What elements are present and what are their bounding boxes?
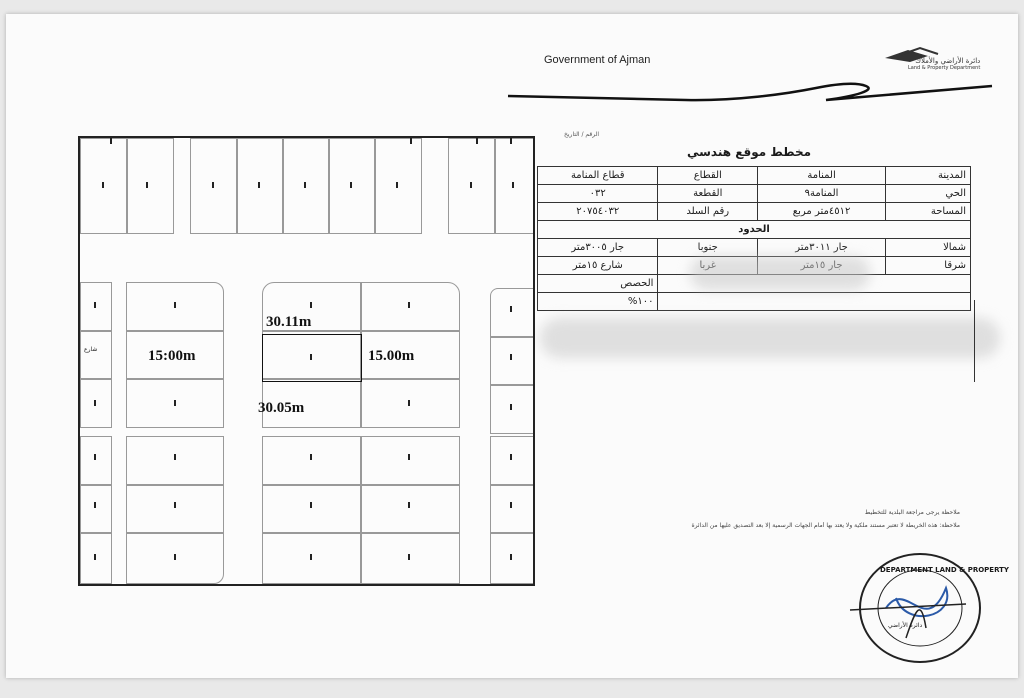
map-plot <box>126 484 224 534</box>
plot-marker <box>174 554 176 560</box>
plot-marker <box>102 182 104 188</box>
plot-marker <box>510 138 512 144</box>
left-dimension: 15:00m <box>148 348 196 364</box>
plot-marker <box>174 302 176 308</box>
map-plot <box>360 282 460 332</box>
plot-marker <box>512 182 514 188</box>
map-plot <box>80 378 112 428</box>
north-label: شمالا <box>886 239 971 257</box>
table-row <box>538 239 971 257</box>
map-plot <box>126 138 174 234</box>
map-plot <box>374 138 422 234</box>
plot-marker <box>510 306 512 312</box>
map-plot <box>490 532 535 584</box>
stamp-inner-text: دائرة الأراضي <box>888 622 923 629</box>
north-value: جار ٣٠١١متر <box>758 239 886 257</box>
map-plot <box>360 484 460 534</box>
department-name <box>908 57 980 71</box>
east-label: شرقا <box>886 257 971 275</box>
street-label: شارع <box>84 346 98 353</box>
plot-marker <box>94 502 96 508</box>
plot-marker <box>310 554 312 560</box>
south-label: جنوبا <box>658 239 758 257</box>
plot-marker <box>408 454 410 460</box>
map-plot <box>282 138 330 234</box>
redaction-blur <box>540 318 1000 358</box>
plot-marker <box>310 454 312 460</box>
plot-marker <box>94 554 96 560</box>
map-plot <box>448 138 496 234</box>
plot-marker <box>408 302 410 308</box>
map-plot <box>236 138 284 234</box>
table-row <box>538 203 971 221</box>
map-plot <box>490 384 535 434</box>
plot-marker <box>510 454 512 460</box>
plot-marker <box>258 182 260 188</box>
plot-marker <box>174 400 176 406</box>
map-plot <box>80 484 112 534</box>
plot-marker <box>510 554 512 560</box>
map-plot <box>262 436 362 486</box>
subject-plot <box>262 334 362 382</box>
area-sector-header: قطاع المنامة <box>538 167 658 185</box>
plot-marker <box>310 502 312 508</box>
map-plot <box>490 484 535 534</box>
serial-value: ٢٠٧٥٤٠٣٢ <box>538 203 658 221</box>
plot-marker <box>510 502 512 508</box>
map-plot <box>80 330 112 380</box>
plot-marker <box>110 138 112 144</box>
redaction-blur <box>690 256 870 290</box>
city-label: المدينة <box>886 167 971 185</box>
plot-marker <box>408 400 410 406</box>
plot-marker <box>408 554 410 560</box>
map-plot <box>494 138 535 234</box>
page-title: مخطط موقع هندسي <box>686 145 812 159</box>
boundaries-label: الحدود <box>538 221 971 239</box>
stamp-ring-text: DEPARTMENT LAND & PROPERTY <box>880 566 1009 574</box>
map-plot <box>262 532 362 584</box>
shares-label: الحصص <box>538 275 658 293</box>
plot-marker <box>350 182 352 188</box>
department-name-en: Land & Property Department <box>908 65 981 71</box>
plot-marker <box>310 302 312 308</box>
map-plot <box>80 282 112 332</box>
map-plot <box>80 436 112 486</box>
map-plot <box>490 436 535 486</box>
table-row <box>538 221 971 239</box>
district-value: المنامة٩ <box>758 185 886 203</box>
west-value: شارع ١٥متر <box>538 257 658 275</box>
bottom-dimension: 30.05m <box>258 400 305 416</box>
plot-marker <box>212 182 214 188</box>
table-row <box>538 293 971 311</box>
map-plot <box>190 138 238 234</box>
footnote-1: ملاحظة يرجى مراجعة البلدية للتخطيط <box>864 509 960 516</box>
plot-marker <box>510 354 512 360</box>
area-name-header: المنامة <box>758 167 886 185</box>
plot-marker <box>408 502 410 508</box>
plot-marker <box>174 502 176 508</box>
map-plot <box>328 138 376 234</box>
header-swoosh <box>506 74 996 114</box>
map-plot <box>80 532 112 584</box>
plot-marker <box>470 182 472 188</box>
plot-marker <box>94 400 96 406</box>
map-plot <box>360 378 460 428</box>
plot-marker <box>174 454 176 460</box>
map-plot <box>490 336 535 386</box>
right-dimension: 15.00m <box>368 348 415 364</box>
plot-marker <box>510 404 512 410</box>
table-row <box>538 167 971 185</box>
area-label: المساحة <box>886 203 971 221</box>
footnote-2: ملاحظة: هذه الخريطة لا تعتبر مستند ملكية ولا يعتد بها أمام الجهات الرسمية إلا بعد التصديق عليها من الدائرة <box>691 522 960 529</box>
table-edge-line <box>974 300 975 382</box>
plot-marker <box>94 302 96 308</box>
plot-marker <box>304 182 306 188</box>
government-name: Government of Ajman <box>544 54 651 66</box>
plot-value: ٠٣٢ <box>538 185 658 203</box>
plot-marker <box>146 182 148 188</box>
district-label: الحي <box>886 185 971 203</box>
plot-marker <box>94 454 96 460</box>
site-map <box>78 136 535 586</box>
map-plot <box>490 288 535 338</box>
map-plot <box>360 532 460 584</box>
plot-marker <box>396 182 398 188</box>
south-value: جار ٣٠٠٥متر <box>538 239 658 257</box>
plot-marker <box>310 354 312 360</box>
plot-marker <box>410 138 412 144</box>
shares-value: ١٠٠% <box>538 293 658 311</box>
area-value: ٤٥١٢متر مربع <box>758 203 886 221</box>
map-plot <box>360 436 460 486</box>
top-dimension: 30.11m <box>266 314 312 330</box>
plot-label: القطعة <box>658 185 758 203</box>
plot-marker <box>476 138 478 144</box>
table-row <box>538 185 971 203</box>
map-plot <box>126 436 224 486</box>
map-plot <box>80 138 128 234</box>
reference-date: الرقم / التاريخ <box>564 131 600 138</box>
serial-label: رقم السلد <box>658 203 758 221</box>
sector-label: القطاع <box>658 167 758 185</box>
map-plot <box>262 484 362 534</box>
department-name-ar: دائرة الأراضي والأملاك <box>915 57 981 65</box>
